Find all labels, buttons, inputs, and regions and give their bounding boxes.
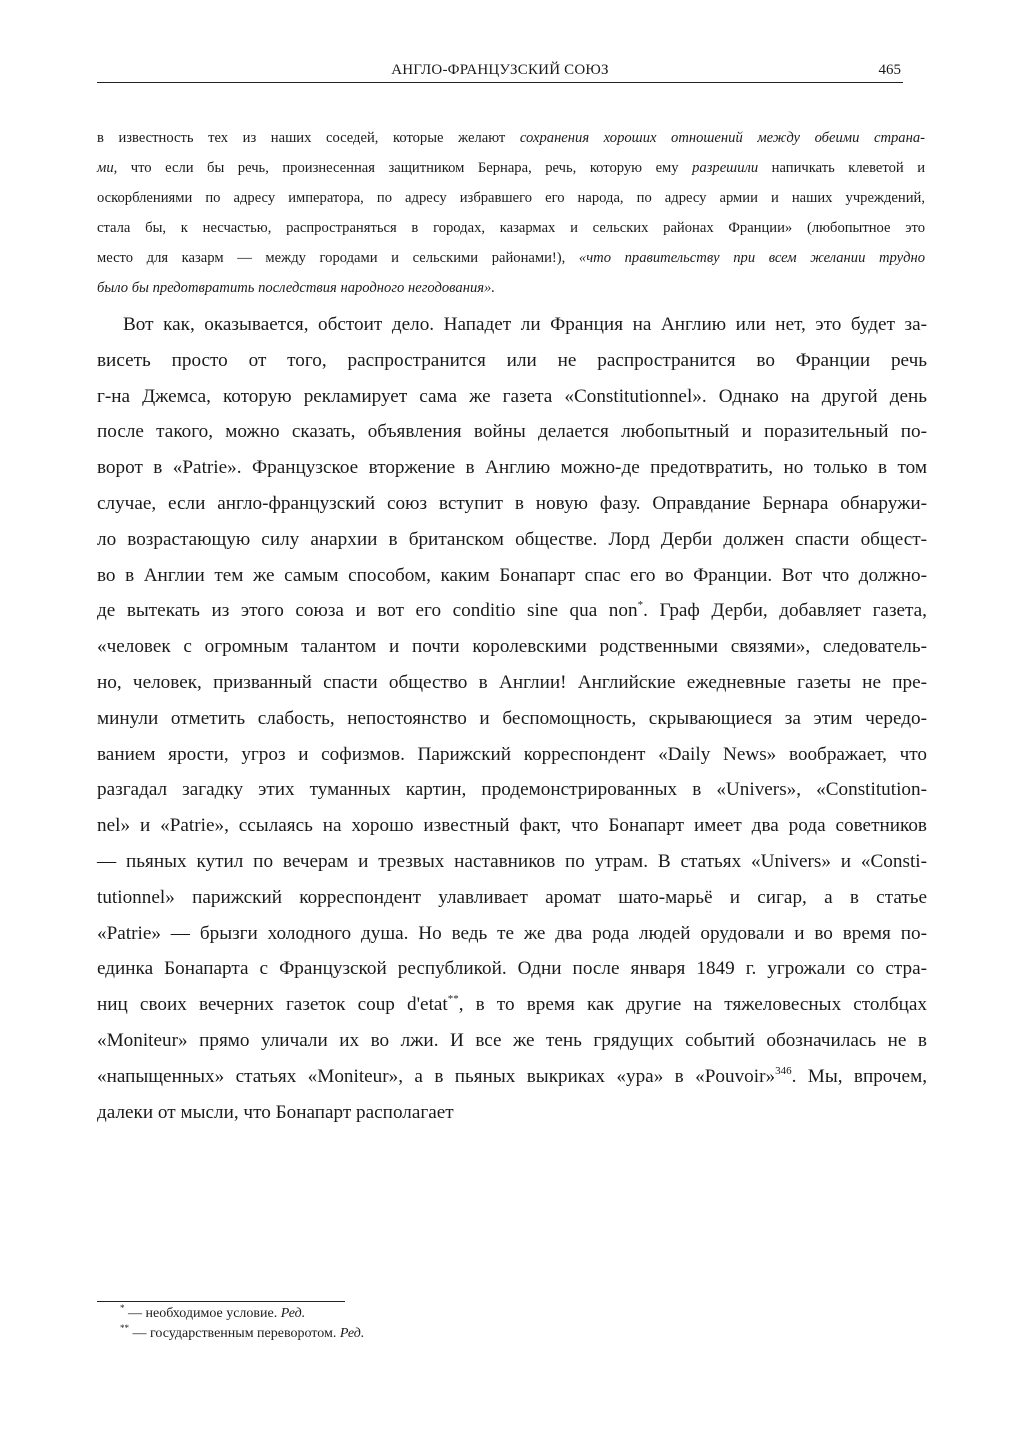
body-line: висеть просто от того, распространится или не распространится во Франции речь: [97, 349, 927, 371]
body-line: единка Бонапарта с Французской республикой. Одни после января 1849 г. угрожали со стра-: [97, 958, 927, 980]
body-line: но, человек, призванный спасти общество в Англии! Английские ежедневные газеты не пре-: [97, 671, 927, 693]
footnote-ref: **: [447, 993, 459, 1006]
body-line: далеки от мысли, что Бонапарт располагает: [97, 1101, 454, 1123]
body-line: ниц своих вечерних газеток coup d'etat**, в то время как другие на тяжеловесных столбцах: [97, 993, 927, 1016]
footnote-divider: [97, 1301, 345, 1302]
body-text: [97, 307, 927, 1130]
quote-line: было бы предотвратить последствия народного негодования».: [97, 280, 495, 296]
header-title: АНГЛО-ФРАНЦУЗСКИЙ СОЮЗ: [391, 62, 609, 78]
quote-line: оскорблениями по адресу императора, по адресу избравшего его народа, по адресу армии и наших учреждений,: [97, 190, 925, 206]
body-line: случае, если англо-французский союз вступит в новую фазу. Оправдание Бернара обнаружи-: [97, 492, 927, 514]
quoted-passage: [97, 123, 925, 303]
footnote: ** — государственным переворотом. Ред.: [120, 1323, 365, 1341]
body-line: г-на Джемса, которую рекламирует сама же газета «Constitutionnel». Однако на другой день: [97, 385, 927, 407]
body-line: ванием ярости, угроз и софизмов. Парижский корреспондент «Daily News» воображает, что: [97, 743, 927, 765]
footnote: * — необходимое условие. Ред.: [120, 1303, 306, 1321]
body-line: «напыщенных» статьях «Moniteur», а в пьяных выкриках «ура» в «Pouvoir»$^{346}$. Мы, впрочем,: [97, 1064, 928, 1087]
body-line: Вот как, оказывается, обстоит дело. Нападет ли Франция на Англию или нет, это будет за-: [123, 314, 927, 335]
quote-line: ми, что если бы речь, произнесенная защитником Бернара, речь, которую ему разрешили напичкать клеветой и: [97, 160, 925, 176]
body-line: «человек с огромным талантом и почти королевскими родственными связями», следователь-: [97, 636, 927, 658]
body-line: ло возрастающую силу анархии в британском обществе. Лорд Дерби должен спасти общест-: [97, 528, 927, 550]
quote-line: в известность тех из наших соседей, которые желают сохранения хороших отношений между обеими страна-: [97, 130, 925, 146]
body-line: nel» и «Patrie», ссылаясь на хорошо известный факт, что Бонапарт имеет два рода советников: [97, 815, 927, 837]
footnote-ref: *: [637, 599, 644, 612]
running-header: [97, 60, 903, 83]
body-line: tutionnel» парижский корреспондент улавливает аромат шато-марьё и сигар, а в статье: [97, 886, 927, 908]
body-line: «Patrie» — брызги холодного душа. Но ведь те же два рода людей орудовали и во время по-: [97, 922, 927, 944]
body-line: де вытекать из этого союза и вот его conditio sine qua non*. Граф Дерби, добавляет газета,: [97, 599, 927, 622]
body-line: после такого, можно сказать, объявления войны делается любопытный и поразительный по-: [97, 421, 927, 443]
footnotes: [120, 1304, 364, 1344]
page-number: 465: [878, 62, 901, 78]
body-line: ворот в «Patrie». Французское вторжение в Англию можно-де предотвратить, но только в том: [97, 457, 927, 479]
quote-line: стала бы, к несчастью, распространяться в городах, казармах и сельских районах Франции» (любопытное это: [97, 220, 925, 236]
body-line: — пьяных кутил по вечерам и трезвых наставников по утрам. В статьях «Univers» и «Consti-: [97, 850, 927, 872]
body-line: во в Англии тем же самым способом, каким Бонапарт спас его во Франции. Вот что должно-: [97, 564, 927, 586]
body-line: «Moniteur» прямо уличали их во лжи. И все же тень грядущих событий обозначилась не в: [97, 1029, 927, 1051]
quote-line: место для казарм — между городами и сельскими районами!), «что правительству при всем желании трудно: [97, 250, 926, 266]
endnote-ref: 346: [775, 1064, 792, 1077]
body-line: минули отметить слабость, непостоянство и беспомощность, скрывающиеся за этим чередо-: [97, 707, 927, 729]
body-line: разгадал загадку этих туманных картин, продемонстрированных в «Univers», «Constitution-: [97, 779, 927, 801]
